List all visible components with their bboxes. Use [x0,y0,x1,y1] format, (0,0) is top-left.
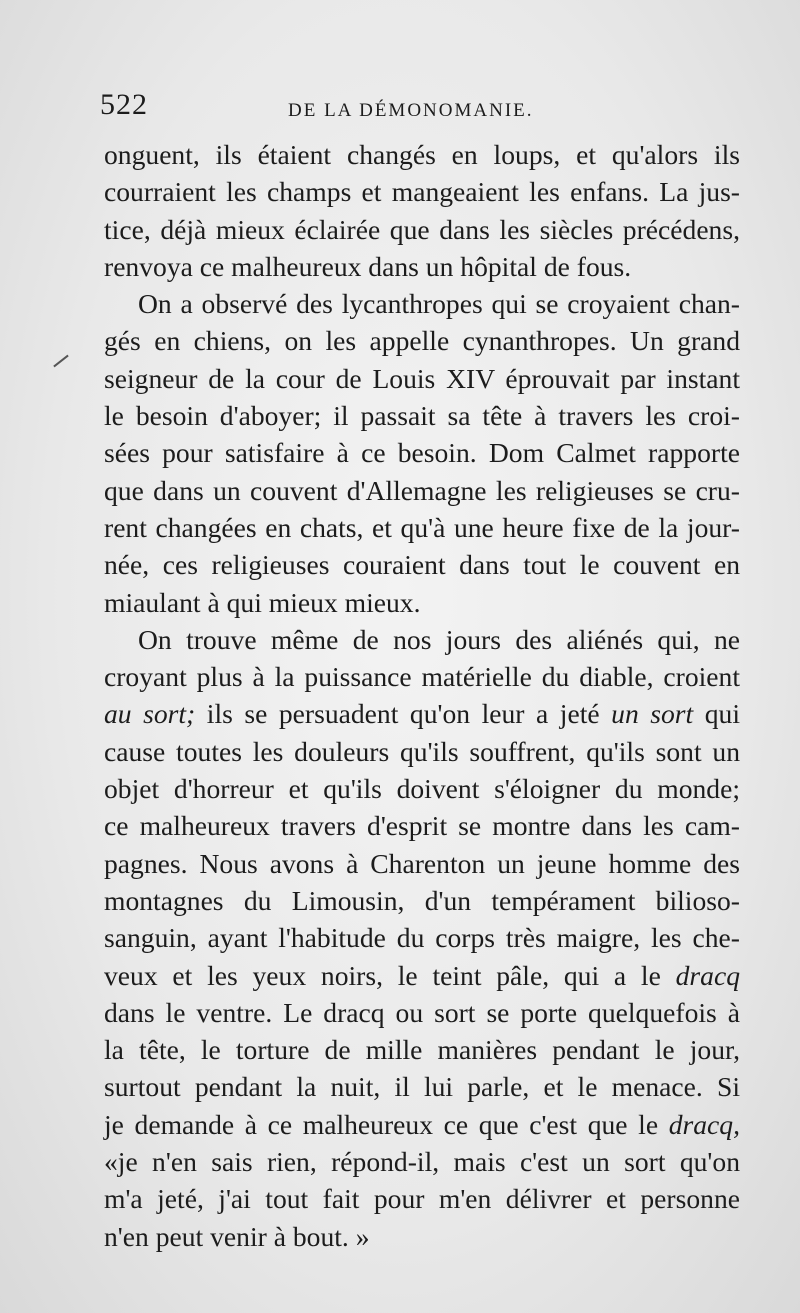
text-line: courraient les champs et mangeaient les enfans. La jus- [104,176,740,208]
text-line: «je n'en sais rien, répond-il, mais c'est un sort qu'on [104,1146,740,1178]
text-line: la tête, le torture de mille manières pendant le jour, [104,1034,740,1066]
paragraph-2 [104,285,740,621]
page-header [100,88,740,128]
text-line: sanguin, ayant l'habitude du corps très maigre, les che- [104,922,740,954]
text-line: tice, déjà mieux éclairée que dans les siècles précédens, [104,213,740,245]
text-line: onguent, ils étaient changés en loups, et qu'alors ils [104,139,740,170]
text-line: renvoya ce malheureux dans un hôpital de fous. [104,250,632,282]
text-line: veux et les yeux noirs, le teint pâle, qui a le dracq [104,959,740,991]
text-line: dans le ventre. Le dracq ou sort se porte quelquefois à [104,996,740,1028]
page-number: 522 [100,88,148,121]
text-line: croyant plus à la puissance matérielle du diable, croient [104,661,740,693]
paragraph-3 [104,621,740,1255]
text-line: je demande à ce malheureux ce que c'est que le dracq, [104,1108,740,1140]
margin-mark [53,355,68,368]
text-line: au sort; ils se persuadent qu'on leur a jeté un sort qui [104,698,740,730]
text-line: On a observé des lycanthropes qui se croyaient chan- [138,288,740,320]
text-line: montagnes du Limousin, d'un tempérament bilioso- [104,884,740,916]
text-line: m'a jeté, j'ai tout fait pour m'en délivrer et personne [104,1183,740,1215]
text-line: rent changées en chats, et qu'à une heure fixe de la jour- [104,511,740,543]
text-line: cause toutes les douleurs qu'ils souffrent, qu'ils sont un [104,735,740,767]
body-text [104,136,740,1255]
text-line: On trouve même de nos jours des aliénés qui, ne [138,623,740,655]
text-line: surtout pendant la nuit, il lui parle, et le menace. Si [104,1071,740,1103]
text-line: que dans un couvent d'Allemagne les religieuses se cru- [104,474,740,506]
running-title: DE LA DÉMONOMANIE. [288,100,534,121]
text-line: pagnes. Nous avons à Charenton un jeune homme des [104,847,740,879]
text-line: objet d'horreur et qu'ils doivent s'éloigner du monde; [104,773,740,805]
text-line: le besoin d'aboyer; il passait sa tête à travers les croi- [104,400,740,432]
text-line: sées pour satisfaire à ce besoin. Dom Calmet rapporte [104,437,740,469]
text-line: n'en peut venir à bout. » [104,1220,370,1252]
text-line: seigneur de la cour de Louis XIV éprouvait par instant [104,362,740,394]
text-line: miaulant à qui mieux mieux. [104,586,421,618]
text-line: gés en chiens, on les appelle cynanthropes. Un grand [104,325,740,357]
paragraph-1 [104,136,740,285]
text-line: née, ces religieuses couraient dans tout le couvent en [104,549,740,581]
text-line: ce malheureux travers d'esprit se montre dans les cam- [104,810,740,842]
